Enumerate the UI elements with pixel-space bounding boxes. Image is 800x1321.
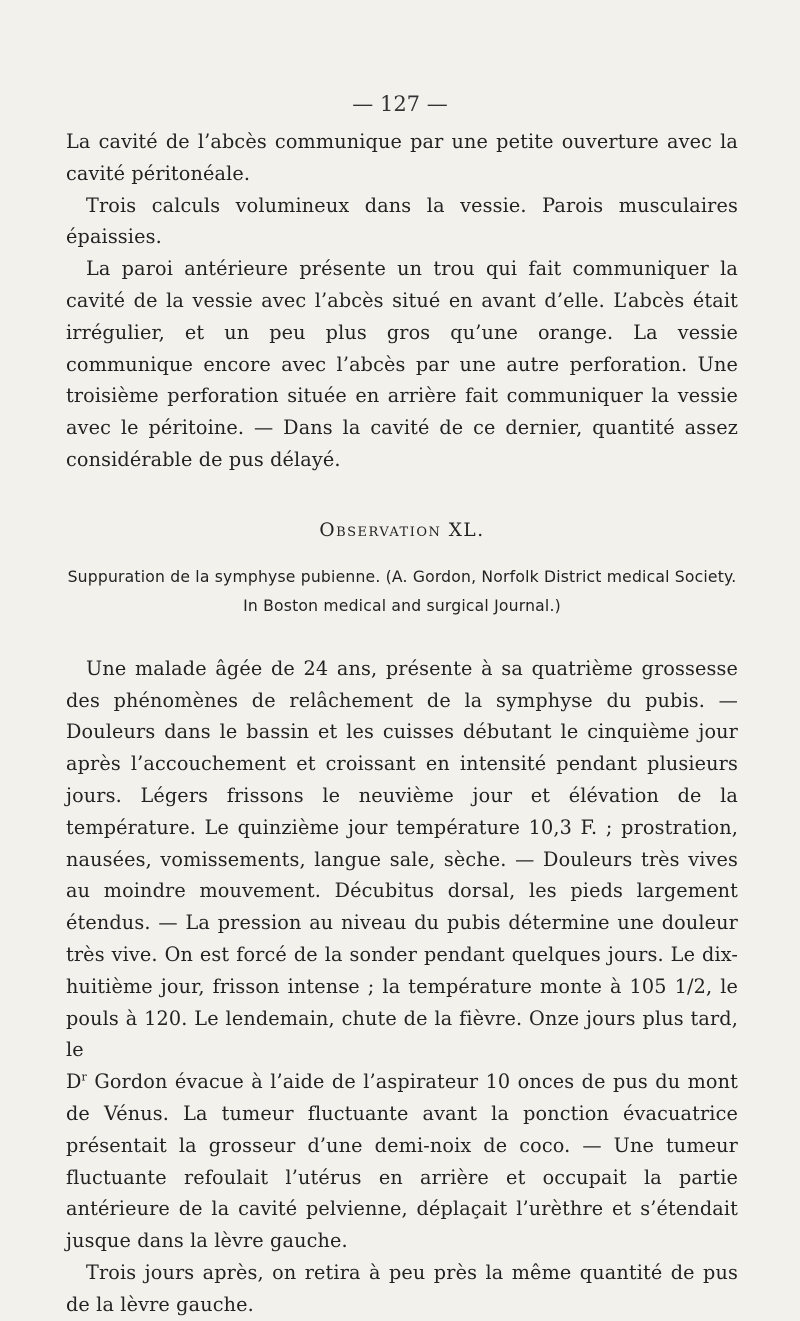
paragraph: Trois jours après, on retira à peu près la même quantité de pus de la lèvre gauche.: [66, 1260, 738, 1316]
paragraph: La paroi antérieure présente un trou qui fait communiquer la cavité de la vessie avec l’abcès situé en avant d’elle. L’abcès était irrégulier, et un peu plus gros qu’une orange. La vessie communique encore avec l’abcès par une autre perforation. Une troisième perforation située en arrière fait communiquer la vessie avec le péritoine. — Dans la cavité de ce dernier, quantité assez considérable de pus délayé.: [66, 257, 738, 471]
page-number: — 127 —: [352, 92, 448, 116]
observation-heading: [66, 520, 738, 541]
doctor-abbrev: $D^r$: [66, 1070, 87, 1094]
observation-heading-text: Observation XL.: [319, 519, 485, 541]
paragraph: Une malade âgée de 24 ans, présente à sa quatrième grossesse des phénomènes de relâchement de la symphyse du pubis. — Douleurs dans le bassin et les cuisses débutant le cinquième jour après l’accouchement et croissant en intensité pendant plusieurs jours. Légers frissons le neuvième jour et élévation de la température. Le quinzième jour température 10,3 F. ; prostration, nausées, vomissements, langue sale, sèche. — Douleurs très vives au moindre mouvement. Décubitus dorsal, les pieds largement étendus. — La pression au niveau du pubis détermine une douleur très vive. On est forcé de la sonder pendant quelques jours. Le dix-huitième jour, frisson intense ; la température monte à 105 1/2, le pouls à 120. Le lendemain, chute de la fièvre. Onze jours plus tard, le: [66, 656, 738, 1062]
paragraph: [66, 1066, 738, 1257]
paragraph: La cavité de l’abcès communique par une petite ouverture avec la cavité péritonéale.: [66, 130, 738, 185]
paragraph-continuation: Gordon évacue à l’aide de l’aspirateur 10 onces de pus du mont de Vénus. La tumeur fluctuante avant la ponction évacuatrice présentait la grosseur d’une demi-noix de coco. — Une tumeur fluctuante refoulait l’utérus en arrière et occupait la partie antérieure de la cavité pelvienne, déplaçait l’urèthre et s’étendait jusque dans la lèvre gauche.: [66, 1070, 739, 1253]
paragraph: Trois calculs volumineux dans la vessie. Parois musculaires épaissies.: [66, 193, 738, 249]
observation-subtitle: Suppuration de la symphyse pubienne. (A. Gordon, Norfolk District medical Society. In Boston medical and surgical Journal.): [67, 567, 737, 615]
page-body: [66, 92, 738, 1321]
